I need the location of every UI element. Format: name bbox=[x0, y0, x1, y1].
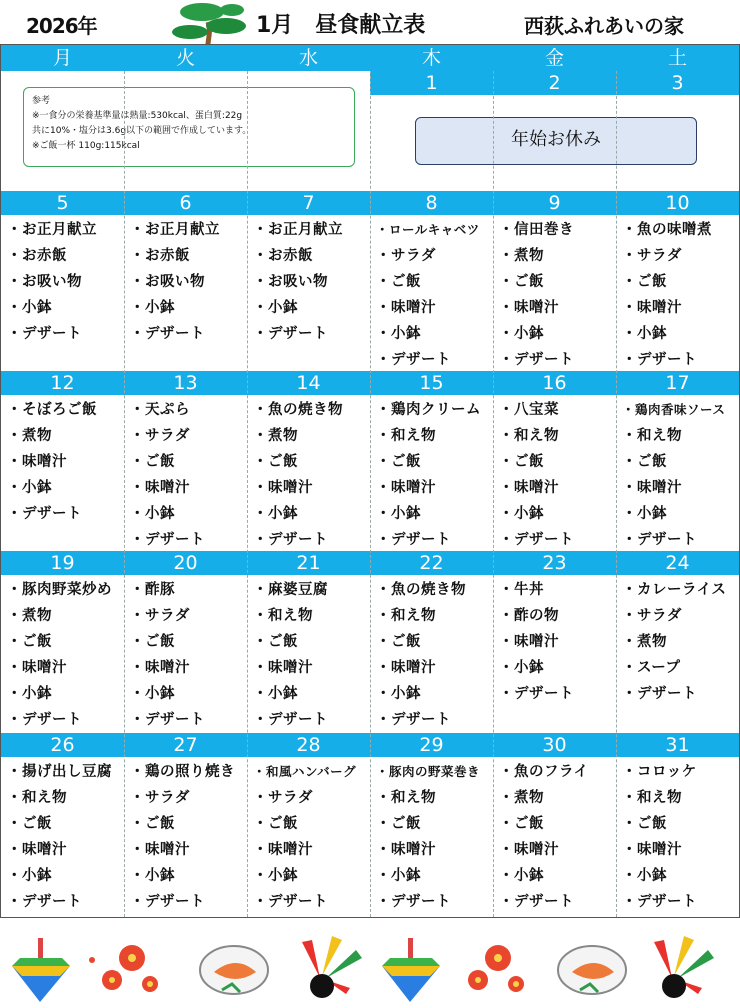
menu-item: ・デザート bbox=[622, 894, 697, 910]
menu-item: ・味噌汁 bbox=[622, 842, 682, 858]
day-menu bbox=[124, 577, 247, 733]
date-number: 29 bbox=[419, 734, 444, 756]
date-number: 8 bbox=[425, 192, 438, 214]
menu-item: ・お正月献立 bbox=[130, 222, 220, 238]
spinning-top-icon bbox=[12, 938, 70, 1002]
menu-item: ・ご飯 bbox=[130, 454, 175, 470]
menu-item: ・味噌汁 bbox=[130, 842, 190, 858]
menu-item: ・お正月献立 bbox=[7, 222, 97, 238]
menu-item: ・お吸い物 bbox=[7, 274, 82, 290]
menu-item: ・味噌汁 bbox=[130, 480, 190, 496]
menu-item: ・デザート bbox=[253, 712, 328, 728]
day-menu bbox=[616, 397, 739, 553]
menu-item: ・サラダ bbox=[376, 248, 436, 264]
note-line: ※ご飯一杯 110g:115kcal bbox=[32, 141, 140, 151]
menu-item: ・味噌汁 bbox=[376, 300, 436, 316]
date-number: 7 bbox=[302, 192, 315, 214]
menu-item: ・煮物 bbox=[499, 248, 544, 264]
menu-item: ・和え物 bbox=[622, 790, 682, 806]
day-menu bbox=[370, 577, 493, 733]
date-number: 22 bbox=[419, 552, 444, 574]
menu-item: ・デザート bbox=[622, 532, 697, 548]
menu-item: ・麻婆豆腐 bbox=[253, 582, 328, 598]
menu-item: ・小鉢 bbox=[130, 506, 175, 522]
date-number: 3 bbox=[671, 72, 684, 94]
weekday-sat: 土 bbox=[667, 47, 687, 69]
menu-item: ・味噌汁 bbox=[376, 660, 436, 676]
menu-item: ・和え物 bbox=[499, 428, 559, 444]
menu-item: ・デザート bbox=[7, 894, 82, 910]
date-number: 20 bbox=[173, 552, 198, 574]
day-menu bbox=[493, 759, 616, 915]
menu-item: ・小鉢 bbox=[622, 868, 667, 884]
menu-item: ・和え物 bbox=[376, 428, 436, 444]
date-number: 16 bbox=[542, 372, 567, 394]
menu-item: ・牛丼 bbox=[499, 582, 544, 598]
menu-item: ・ご飯 bbox=[376, 634, 421, 650]
menu-item: ・ご飯 bbox=[622, 816, 667, 832]
menu-item: ・酢豚 bbox=[130, 582, 175, 598]
menu-item: ・デザート bbox=[253, 532, 328, 548]
menu-item: ・小鉢 bbox=[376, 326, 421, 342]
menu-item: ・味噌汁 bbox=[7, 660, 67, 676]
menu-item: ・ロールキャベツ bbox=[376, 222, 480, 237]
menu-item: ・和え物 bbox=[7, 790, 67, 806]
menu-item: ・ご飯 bbox=[130, 634, 175, 650]
date-number: 14 bbox=[296, 372, 321, 394]
menu-item: ・八宝菜 bbox=[499, 402, 559, 418]
menu-item: ・和え物 bbox=[376, 608, 436, 624]
page-header bbox=[0, 0, 740, 44]
menu-item: ・小鉢 bbox=[130, 300, 175, 316]
column-divider bbox=[370, 71, 371, 917]
menu-item: ・小鉢 bbox=[253, 300, 298, 316]
menu-item: ・お吸い物 bbox=[130, 274, 205, 290]
date-number: 10 bbox=[665, 192, 690, 214]
date-number: 1 bbox=[425, 72, 438, 94]
day-menu bbox=[616, 759, 739, 915]
day-menu bbox=[247, 217, 370, 373]
hanetsuki-shuttlecock-icon bbox=[302, 936, 362, 998]
menu-item: ・お赤飯 bbox=[253, 248, 313, 264]
day-menu bbox=[124, 217, 247, 373]
date-number: 31 bbox=[665, 734, 690, 756]
day-menu bbox=[124, 759, 247, 915]
day-menu bbox=[247, 759, 370, 915]
menu-item: ・味噌汁 bbox=[376, 480, 436, 496]
menu-item: ・味噌汁 bbox=[499, 634, 559, 650]
menu-item: ・味噌汁 bbox=[130, 660, 190, 676]
menu-item: ・小鉢 bbox=[622, 506, 667, 522]
menu-item: ・デザート bbox=[499, 894, 574, 910]
day-menu bbox=[247, 397, 370, 553]
menu-item: ・小鉢 bbox=[376, 686, 421, 702]
date-number: 30 bbox=[542, 734, 567, 756]
menu-item: ・ご飯 bbox=[376, 274, 421, 290]
column-divider bbox=[493, 71, 494, 917]
menu-item: ・サラダ bbox=[130, 428, 190, 444]
menu-item: ・小鉢 bbox=[499, 660, 544, 676]
day-menu bbox=[616, 217, 739, 373]
date-number: 12 bbox=[50, 372, 75, 394]
menu-item: ・お赤飯 bbox=[7, 248, 67, 264]
menu-item: ・煮物 bbox=[499, 790, 544, 806]
menu-item: ・デザート bbox=[130, 326, 205, 342]
menu-item: ・コロッケ bbox=[622, 764, 697, 780]
column-divider bbox=[247, 71, 248, 917]
menu-item: ・天ぷら bbox=[130, 402, 190, 418]
menu-item: ・ご飯 bbox=[622, 274, 667, 290]
weekday-mon: 月 bbox=[52, 47, 72, 69]
menu-item: ・デザート bbox=[7, 712, 82, 728]
menu-item: ・サラダ bbox=[130, 790, 190, 806]
menu-item: ・ご飯 bbox=[499, 816, 544, 832]
date-number: 24 bbox=[665, 552, 690, 574]
menu-item: ・味噌汁 bbox=[7, 454, 67, 470]
day-menu bbox=[493, 217, 616, 373]
organization-name: 西荻ふれあいの家 bbox=[524, 14, 684, 38]
menu-item: ・デザート bbox=[376, 712, 451, 728]
menu-item: ・ご飯 bbox=[130, 816, 175, 832]
menu-item: ・豚肉の野菜巻き bbox=[376, 764, 481, 779]
menu-item: ・ご飯 bbox=[7, 816, 52, 832]
menu-item: ・魚のフライ bbox=[499, 764, 589, 780]
menu-item: ・煮物 bbox=[253, 428, 298, 444]
menu-item: ・カレーライス bbox=[622, 582, 727, 598]
menu-item: ・味噌汁 bbox=[253, 660, 313, 676]
menu-item: ・ご飯 bbox=[376, 454, 421, 470]
day-menu bbox=[1, 397, 124, 553]
menu-item: ・ご飯 bbox=[622, 454, 667, 470]
menu-item: ・和え物 bbox=[253, 608, 313, 624]
menu-item: ・デザート bbox=[253, 894, 328, 910]
year-label: 2026年 bbox=[26, 14, 97, 38]
weekday-thu: 木 bbox=[421, 47, 441, 69]
menu-item: ・そぼろご飯 bbox=[7, 402, 97, 418]
day-menu bbox=[1, 217, 124, 373]
menu-item: ・酢の物 bbox=[499, 608, 559, 624]
date-number: 21 bbox=[296, 552, 321, 574]
date-number: 19 bbox=[50, 552, 75, 574]
menu-item: ・デザート bbox=[253, 326, 328, 342]
menu-item: ・デザート bbox=[499, 686, 574, 702]
weekday-wed: 水 bbox=[298, 47, 318, 69]
menu-item: ・揚げ出し豆腐 bbox=[7, 764, 112, 780]
weekday-tue: 火 bbox=[175, 47, 195, 69]
menu-item: ・ご飯 bbox=[253, 454, 298, 470]
menu-item: ・鶏の照り焼き bbox=[130, 764, 235, 780]
menu-item: ・ご飯 bbox=[376, 816, 421, 832]
weekday-fri: 金 bbox=[544, 47, 564, 69]
menu-item: ・和え物 bbox=[376, 790, 436, 806]
day-menu bbox=[493, 397, 616, 553]
menu-item: ・小鉢 bbox=[130, 868, 175, 884]
date-number: 15 bbox=[419, 372, 444, 394]
menu-item: ・デザート bbox=[376, 894, 451, 910]
menu-item: ・豚肉野菜炒め bbox=[7, 582, 112, 598]
date-number: 9 bbox=[548, 192, 561, 214]
note-line: 共に10%・塩分は3.6g以下の範囲で作成しています。 bbox=[32, 126, 252, 136]
date-number: 28 bbox=[296, 734, 321, 756]
spinning-top-icon bbox=[382, 938, 440, 1002]
date-number: 23 bbox=[542, 552, 567, 574]
note-line: ※一食分の栄養基準量は熱量:530kcal、蛋白質:22g bbox=[32, 111, 243, 121]
menu-item: ・小鉢 bbox=[253, 506, 298, 522]
menu-item: ・ご飯 bbox=[253, 634, 298, 650]
menu-item: ・味噌汁 bbox=[622, 300, 682, 316]
menu-item: ・サラダ bbox=[622, 608, 682, 624]
menu-item: ・サラダ bbox=[130, 608, 190, 624]
column-divider bbox=[616, 71, 617, 917]
day-menu bbox=[124, 397, 247, 553]
menu-item: ・小鉢 bbox=[499, 326, 544, 342]
menu-item: ・小鉢 bbox=[7, 686, 52, 702]
menu-item: ・煮物 bbox=[7, 428, 52, 444]
menu-item: ・サラダ bbox=[253, 790, 313, 806]
page-title: 1月 昼食献立表 bbox=[256, 13, 426, 38]
menu-item: ・デザート bbox=[622, 686, 697, 702]
menu-item: ・小鉢 bbox=[376, 868, 421, 884]
menu-item: ・ご飯 bbox=[499, 274, 544, 290]
menu-item: ・デザート bbox=[7, 506, 82, 522]
day-menu bbox=[493, 577, 616, 733]
menu-item: ・デザート bbox=[376, 352, 451, 368]
menu-item: ・和風ハンバーグ bbox=[253, 764, 357, 779]
menu-item: ・味噌汁 bbox=[376, 842, 436, 858]
menu-item: ・お赤飯 bbox=[130, 248, 190, 264]
date-number: 26 bbox=[50, 734, 75, 756]
plum-blossom-icon bbox=[468, 945, 524, 992]
menu-item: ・小鉢 bbox=[7, 868, 52, 884]
menu-item: ・お吸い物 bbox=[253, 274, 328, 290]
plum-blossom-icon bbox=[89, 945, 158, 992]
menu-item: ・ご飯 bbox=[253, 816, 298, 832]
menu-item: ・小鉢 bbox=[253, 686, 298, 702]
menu-item: ・煮物 bbox=[7, 608, 52, 624]
menu-item: ・味噌汁 bbox=[253, 842, 313, 858]
menu-item: ・和え物 bbox=[622, 428, 682, 444]
menu-item: ・デザート bbox=[376, 532, 451, 548]
menu-item: ・信田巻き bbox=[499, 222, 574, 238]
menu-item: ・小鉢 bbox=[253, 868, 298, 884]
menu-item: ・小鉢 bbox=[622, 326, 667, 342]
menu-item: ・サラダ bbox=[622, 248, 682, 264]
menu-item: ・デザート bbox=[130, 712, 205, 728]
menu-item: ・デザート bbox=[130, 894, 205, 910]
menu-item: ・デザート bbox=[130, 532, 205, 548]
menu-item: ・小鉢 bbox=[499, 506, 544, 522]
note-line: 参考 bbox=[32, 96, 51, 106]
day-menu bbox=[247, 577, 370, 733]
menu-item: ・デザート bbox=[7, 326, 82, 342]
menu-item: ・味噌汁 bbox=[499, 300, 559, 316]
menu-item: ・味噌汁 bbox=[622, 480, 682, 496]
menu-item: ・ご飯 bbox=[499, 454, 544, 470]
nutrition-note bbox=[23, 87, 355, 167]
menu-calendar bbox=[0, 44, 740, 918]
menu-item: ・魚の味噌煮 bbox=[622, 222, 712, 238]
menu-item: ・デザート bbox=[622, 352, 697, 368]
menu-item: ・味噌汁 bbox=[7, 842, 67, 858]
date-number: 2 bbox=[548, 72, 561, 94]
date-number: 17 bbox=[665, 372, 690, 394]
menu-item: ・魚の焼き物 bbox=[376, 582, 466, 598]
menu-item: ・小鉢 bbox=[7, 300, 52, 316]
menu-item: ・鶏肉香味ソース bbox=[622, 402, 726, 417]
menu-item: ・味噌汁 bbox=[499, 842, 559, 858]
mochi-icon bbox=[200, 946, 268, 994]
menu-item: ・小鉢 bbox=[499, 868, 544, 884]
menu-item: ・デザート bbox=[499, 532, 574, 548]
day-menu bbox=[370, 759, 493, 915]
date-number: 6 bbox=[179, 192, 192, 214]
date-number: 13 bbox=[173, 372, 198, 394]
menu-item: ・魚の焼き物 bbox=[253, 402, 343, 418]
menu-item: ・味噌汁 bbox=[499, 480, 559, 496]
menu-item: ・小鉢 bbox=[130, 686, 175, 702]
day-menu bbox=[1, 577, 124, 733]
day-menu bbox=[370, 217, 493, 373]
menu-item: ・味噌汁 bbox=[253, 480, 313, 496]
menu-item: ・デザート bbox=[499, 352, 574, 368]
new-year-decorations bbox=[0, 928, 740, 1008]
date-number: 27 bbox=[173, 734, 198, 756]
menu-item: ・ご飯 bbox=[7, 634, 52, 650]
day-menu bbox=[616, 577, 739, 733]
weekday-header-row bbox=[1, 45, 739, 71]
hanetsuki-shuttlecock-icon bbox=[654, 936, 714, 998]
new-year-holiday-box: 年始お休み bbox=[415, 117, 697, 165]
menu-item: ・煮物 bbox=[622, 634, 667, 650]
column-divider bbox=[124, 71, 125, 917]
menu-item: ・小鉢 bbox=[7, 480, 52, 496]
day-menu bbox=[1, 759, 124, 915]
menu-item: ・お正月献立 bbox=[253, 222, 343, 238]
day-menu bbox=[370, 397, 493, 553]
menu-item: ・鶏肉クリーム bbox=[376, 402, 481, 418]
menu-item: ・小鉢 bbox=[376, 506, 421, 522]
mochi-icon bbox=[558, 946, 626, 994]
menu-item: ・スープ bbox=[622, 660, 681, 676]
date-number: 5 bbox=[56, 192, 69, 214]
